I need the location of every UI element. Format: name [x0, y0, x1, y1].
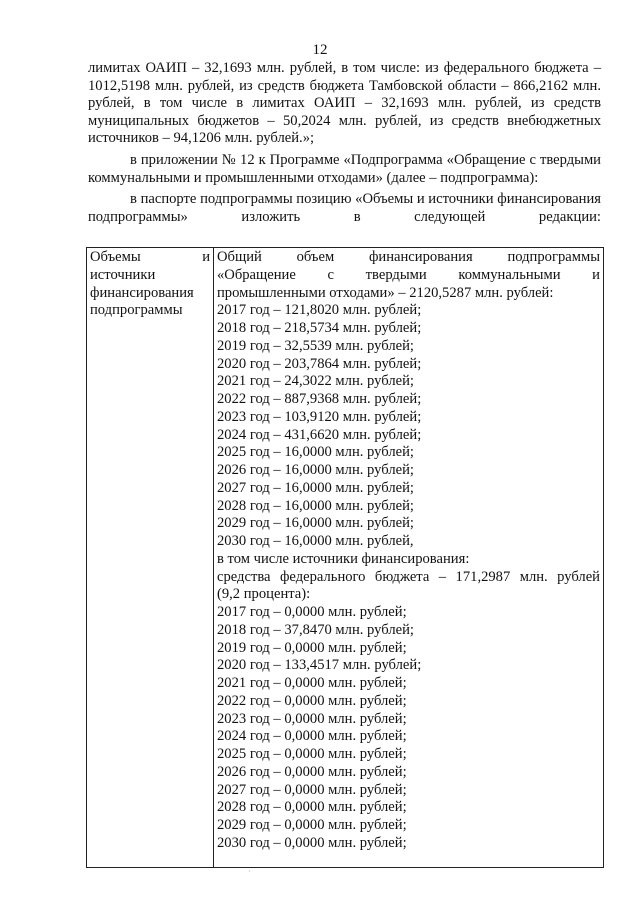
- position-value-cell: [214, 248, 604, 868]
- federal-budget-line: средства федерального бюджета – 171,2987 млн. рублей: [217, 568, 600, 585]
- total-line: Общий объем финансирования подпрограммы: [217, 249, 600, 265]
- year-federal-line: 2020 год – 133,4517 млн. рублей;: [217, 657, 422, 674]
- year-total-line: 2026 год – 16,0000 млн. рублей;: [217, 462, 414, 478]
- year-total-line: 2029 год – 16,0000 млн. рублей;: [217, 515, 414, 532]
- year-federal-line: 2029 год – 0,0000 млн. рублей;: [217, 817, 407, 833]
- year-federal-line: 2027 год – 0,0000 млн. рублей;: [217, 781, 407, 798]
- year-total-line: 2018 год – 218,5734 млн. рублей;: [217, 320, 422, 336]
- total-line: «Обращение с твердыми коммунальными и: [217, 266, 600, 283]
- text-line: 94,1206 млн. рублей.»;: [173, 130, 315, 147]
- year-total-line: 2024 год – 431,6620 млн. рублей;: [217, 426, 422, 443]
- intro-text: [88, 60, 601, 226]
- year-federal-line: 2019 год – 0,0000 млн. рублей;: [217, 639, 407, 656]
- year-total-line: 2030 год – 16,0000 млн. рублей,: [217, 533, 414, 549]
- paragraph-passport: [88, 191, 601, 226]
- year-federal-line: 2022 год – 0,0000 млн. рублей;: [217, 692, 407, 709]
- text-line: в приложении № 12 к Программе «Подпрограмма «Обращение с: [130, 151, 536, 168]
- text-line: твердыми коммунальными и промышленными отходами» (далее –: [88, 151, 601, 186]
- year-total-line: 2020 год – 203,7864 млн. рублей;: [217, 355, 422, 372]
- year-federal-line: 2028 год – 0,0000 млн. рублей;: [217, 799, 407, 816]
- text-line: области – 866,2162 млн. рублей, в том числе в лимитах ОАИП –: [88, 77, 602, 112]
- year-total-line: 2019 год – 32,5539 млн. рублей;: [217, 337, 414, 354]
- text-line: бюджета – 1012,5198 млн. рублей, из средств бюджета Тамбовской: [88, 60, 601, 94]
- scan-speck: ·: [248, 867, 251, 876]
- year-federal-line: 2018 год – 37,8470 млн. рублей;: [217, 621, 414, 638]
- text-line: лимитах ОАИП – 32,1693 млн. рублей, в том числе: из федерального: [88, 60, 530, 76]
- year-total-line: 2017 год – 121,8020 млн. рублей;: [217, 302, 422, 319]
- year-federal-line: 2030 год – 0,0000 млн. рублей;: [217, 834, 407, 851]
- year-total-line: 2022 год – 887,9368 млн. рублей;: [217, 391, 422, 407]
- year-federal-line: 2017 год – 0,0000 млн. рублей;: [217, 604, 407, 620]
- text-line: 32,1693 млн. рублей, из средств муниципальных бюджетов –: [88, 95, 601, 129]
- year-total-line: 2023 год – 103,9120 млн. рублей;: [217, 408, 422, 425]
- sources-heading: в том числе источники финансирования:: [217, 550, 470, 567]
- federal-budget-line: (9,2 процента):: [217, 586, 311, 603]
- page-number: 12: [312, 42, 328, 58]
- financing-table: [86, 247, 604, 868]
- total-line: промышленными отходами» – 2120,5287 млн. рублей:: [217, 284, 554, 301]
- table-row: [87, 248, 604, 868]
- year-federal-line: 2026 год – 0,0000 млн. рублей;: [217, 763, 407, 780]
- year-federal-line: 2021 год – 0,0000 млн. рублей;: [217, 675, 407, 691]
- text-line: в паспорте подпрограммы позицию «Объемы и источники: [130, 191, 494, 208]
- year-total-line: 2027 год – 16,0000 млн. рублей;: [217, 479, 414, 496]
- year-federal-line: 2023 год – 0,0000 млн. рублей;: [217, 710, 407, 727]
- label-line: источники: [90, 266, 156, 283]
- year-total-line: 2021 год – 24,3022 млн. рублей;: [217, 373, 414, 390]
- text-line: финансирования подпрограммы» изложить в следующей редакции:: [88, 191, 602, 225]
- paragraph-oaip-limits: [88, 60, 601, 148]
- year-total-line: 2028 год – 16,0000 млн. рублей;: [217, 497, 414, 514]
- paragraph-appendix-12: [88, 152, 601, 187]
- year-federal-line: 2025 год – 0,0000 млн. рублей;: [217, 746, 407, 762]
- year-federal-line: 2024 год – 0,0000 млн. рублей;: [217, 728, 407, 745]
- year-total-line: 2025 год – 16,0000 млн. рублей;: [217, 444, 414, 461]
- text-line: 50,2024 млн. рублей, из средств внебюджетных источников –: [88, 112, 601, 147]
- label-line: Объемы и: [90, 249, 210, 265]
- position-label-cell: [87, 248, 214, 868]
- label-line: подпрограммы: [90, 302, 183, 319]
- text-line: подпрограмма):: [440, 169, 539, 186]
- label-line: финансирования: [90, 284, 194, 301]
